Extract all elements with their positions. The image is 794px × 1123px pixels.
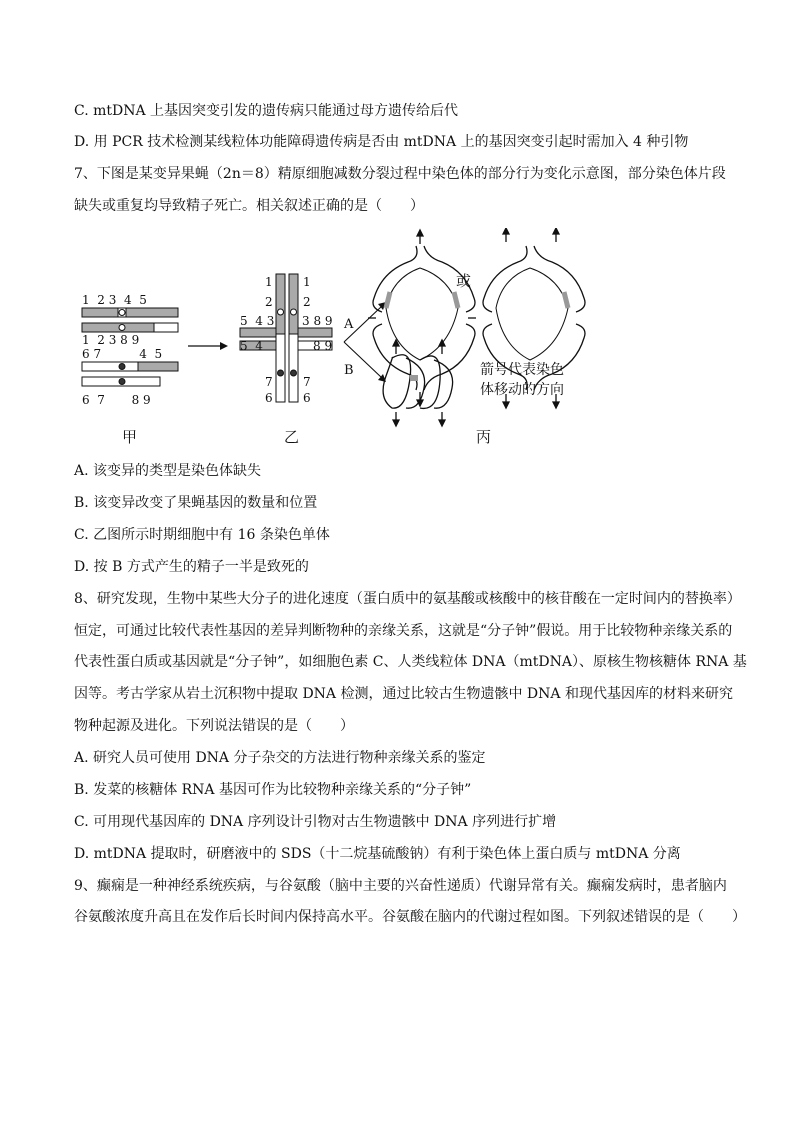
jia-panel [82,293,228,407]
option-b-q8: B. 发菜的核糖体 RNA 基因可作为比较物种亲缘关系的“分子钟” [74,782,472,798]
yi-bottom-right-6: 6 [303,391,311,405]
option-a-q8: A. 研究人员可使用 DNA 分子杂交的方法进行物种亲缘关系的鉴定 [74,750,486,766]
arrow-b-label: B [344,363,354,378]
jia-row1-labels: 1 2 3 4 5 [82,293,147,307]
or-label: 或 [456,272,472,290]
option-c-q8: C. 可用现代基因库的 DNA 序列设计引物对古生物遗骸中 DNA 序列进行扩增 [74,814,557,830]
question-8-stem-5: 物种起源及进化。下列说法错误的是（ ） [74,718,354,734]
bing-note-line1: 箭号代表染色 [480,362,564,378]
yi-left-lower: 5 4 [240,339,263,353]
yi-top-left-1: 1 [265,275,273,289]
jia-row4-labels: 6 7 8 9 [82,393,151,407]
yi-left-upper: 5 4 3 [240,314,275,328]
yi-top-left-2: 2 [265,295,273,309]
option-d-q7: D. 按 B 方式产生的精子一半是致死的 [74,559,309,575]
yi-bottom-left-6: 6 [265,391,273,405]
bing-note-line2: 体移动的方向 [480,382,564,398]
option-c-q7: C. 乙图所示时期细胞中有 16 条染色单体 [74,527,330,543]
chromosome-diagram [70,228,710,452]
yi-panel [240,274,386,405]
question-8-stem-3: 代表性蛋白质或基因就是“分子钟”，如细胞色素 C、人类线粒体 DNA（mtDNA）、原核生物核糖体 RNA 基 [74,654,747,670]
yi-bottom-right-7: 7 [303,375,311,389]
caption-bing: 丙 [476,428,492,446]
caption-yi: 乙 [284,428,300,446]
question-8-stem-4: 因等。考古学家从岩土沉积物中提取 DNA 检测，通过比较古生物遗骸中 DNA 和现代基因库的材料来研究 [74,686,733,702]
option-d-q8: D. mtDNA 提取时，研磨液中的 SDS（十二烷基硫酸钠）有利于染色体上蛋白质与 mtDNA 分离 [74,846,681,862]
jia-row2-labels: 1 2 3 8 9 [82,333,140,347]
question-7-stem-1: 7、下图是某变异果蝇（2n＝8）精原细胞减数分裂过程中染色体的部分行为变化示意图，部分染色体片段 [74,166,726,182]
question-7-stem-2: 缺失或重复均导致精子死亡。相关叙述正确的是（ ） [74,198,424,214]
option-a-q7: A. 该变异的类型是染色体缺失 [74,463,262,479]
chromosome-figure [70,228,710,452]
yi-bottom-left-7: 7 [265,375,273,389]
caption-jia: 甲 [122,428,138,446]
question-9-stem-1: 9、癫痫是一种神经系统疾病，与谷氨酸（脑中主要的兴奋性递质）代谢异常有关。癫痫发病时，患者脑内 [74,878,727,894]
question-8-stem-1: 8、研究发现，生物中某些大分子的进化速度（蛋白质中的氨基酸或核酸中的核苷酸在一定时间内的替换率） [74,591,741,607]
question-8-stem-2: 恒定，可通过比较代表性基因的差异判断物种的亲缘关系，这就是“分子钟”假说。用于比较物种亲缘关系的 [74,623,733,639]
yi-right-upper: 3 8 9 [302,314,333,328]
yi-top-right-2: 2 [303,295,311,309]
yi-top-right-1: 1 [303,275,311,289]
option-b-q7: B. 该变异改变了果蝇基因的数量和位置 [74,495,318,511]
option-d-q6: D. 用 PCR 技术检测某线粒体功能障碍遗传病是否由 mtDNA 上的基因突变引起时需加入 4 种引物 [74,134,689,150]
question-9-stem-2: 谷氨酸浓度升高且在发作后长时间内保持高水平。谷氨酸在脑内的代谢过程如图。下列叙述错误的是（ ） [74,909,746,925]
option-c-q6: C. mtDNA 上基因突变引发的遗传病只能通过母方遗传给后代 [74,103,459,119]
arrow-a-label: A [344,317,354,332]
yi-right-lower: 8 9 [313,339,333,353]
jia-row3-labels: 6 7 4 5 [82,347,163,361]
